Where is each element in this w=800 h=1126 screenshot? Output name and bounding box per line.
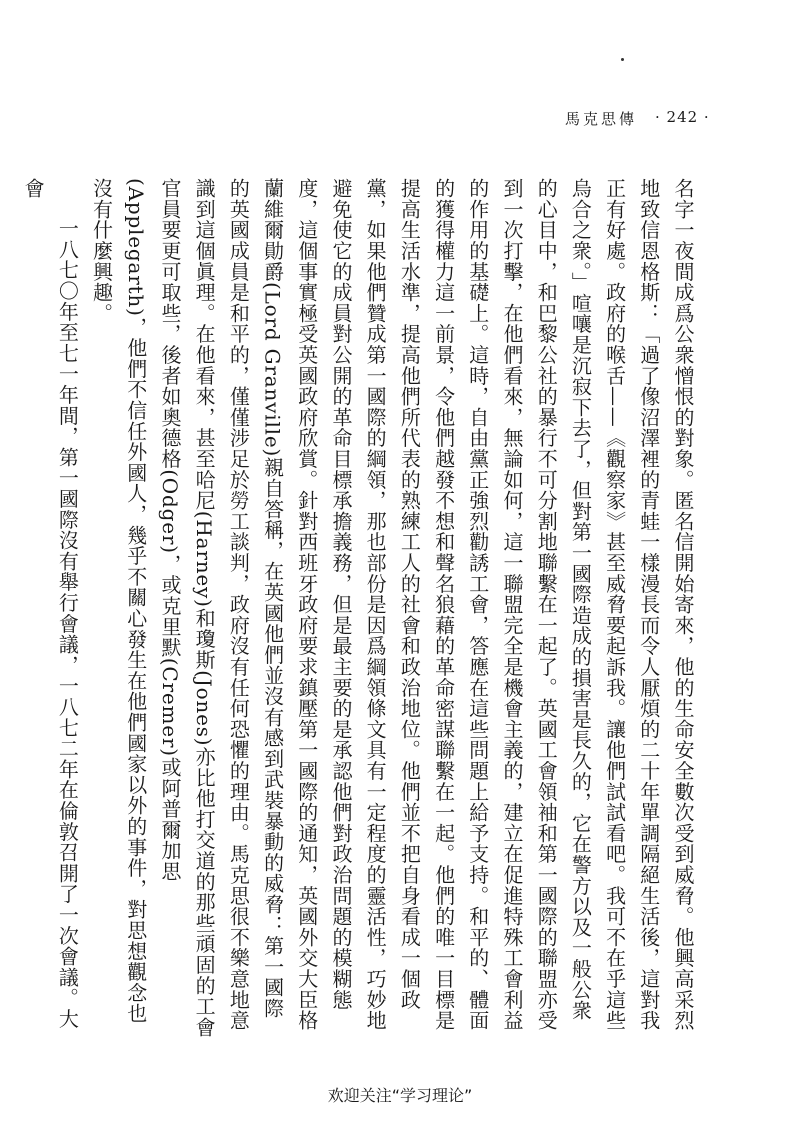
paragraph-2: 一八七〇年至七一年間，第一國際沒有舉行會議，一八七二年在倫敦召開了一次會議。大會 bbox=[21, 178, 80, 1030]
paragraph-1: 名字一夜間成爲公衆憎恨的對象。匿名信開始寄來，他的生命安全數次受到威脅。他興高采烈地致信恩格斯：「過了像沼澤裡的青蛙一樣漫長而令人厭煩的二十年單調隔絕生活後，這對我正有好處。政府的喉舌——《觀察家》甚至威脅要起訴我。讓他們試試看吧。我可不在乎這些烏合之衆。」喧嚷是沉寂下去了，但對第一國際造成的損害是長久的，它在警方以及一般公衆的心目中，和巴黎公社的暴行不可分割地聯繫在一起了。英國工會領袖和第一國際的聯盟亦受到一次打擊，在他們看來，無論如何，這一聯盟完全是機會主義的，建立在促進特殊工會利益的作用的基礎上。這時，自由黨正強烈勸誘工會，答應在這些問題上給予支持。和平的、體面的獲得權力這一前景，令他們越發不想和聲名狼藉的革命密謀聯繫在一起。他們的唯一目標是提高生活水準，提高他們所代表的熟練工人的社會和政治地位。他們並不把自身看成一個政黨，如果他們贊成第一國際的綱領，那也部份是因爲綱領條文具有一定程度的靈活性，巧妙地避免使它的成員對公開的革命目標承擔義務，但是最主要的是承認他們對政治問題的模糊態度，這個事實極受英國政府欣賞。針對西班牙政府要求鎮壓第一國際的通知，英國外交大臣格蘭維爾勛爵(Lord Granville)親自答稱，在英國他們並沒有感到武裝暴動的威脅：第一國際的英國成員是和平的，僅僅涉足於勞工談判，政府沒有任何恐懼的理由。馬克思很不樂意地意識到這個眞理。在他看來，甚至哈尼(Harney)和瓊斯(Jones)亦比他打交道的那些頑固的工會官員要更可取些，後者如奧德格(Odger)，或克里默(Cremer)或阿普爾加思(Applegarth)，他們不信任外國人，幾乎不關心發生在他們國家以外的事件，對思想觀念也沒有什麼興趣。 bbox=[89, 178, 695, 1038]
body-text bbox=[21, 178, 700, 1038]
footer-caption: 欢迎关注“学习理论” bbox=[327, 1086, 473, 1105]
running-head-title: 馬克思傳 bbox=[565, 110, 638, 128]
decorative-dot bbox=[621, 58, 624, 61]
page-number: · 242 · bbox=[655, 108, 710, 126]
